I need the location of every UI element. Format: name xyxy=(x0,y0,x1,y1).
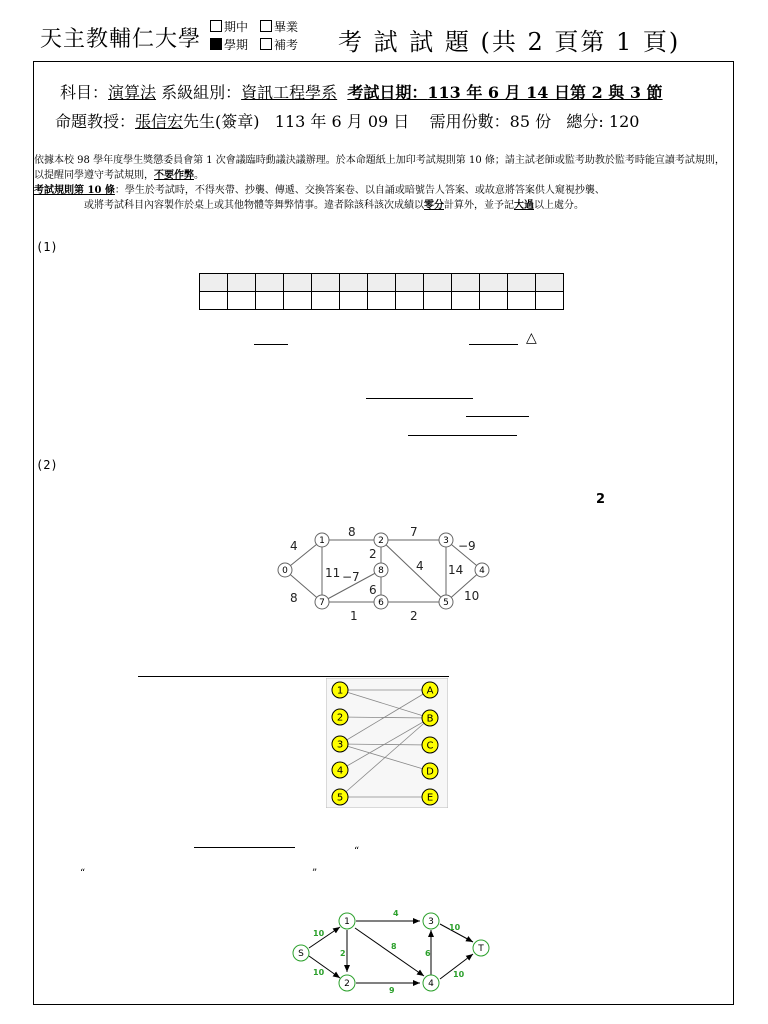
graph-node-label: 0 xyxy=(282,566,288,577)
checkbox-label: 學期 xyxy=(224,38,249,52)
grid-row xyxy=(200,292,564,310)
edge-weight: 14 xyxy=(448,563,464,577)
answer-grid xyxy=(199,273,564,310)
grid-cell xyxy=(228,292,256,310)
blank-line xyxy=(366,398,473,399)
rule-major: 大過 xyxy=(514,200,534,211)
edge-weight: 2 xyxy=(369,547,377,561)
grid-cell xyxy=(340,274,368,292)
triangle-symbol: △ xyxy=(526,330,537,346)
flow-node-label: 2 xyxy=(344,979,350,990)
grid-cell xyxy=(424,292,452,310)
edge-weight: 10 xyxy=(464,589,480,603)
grid-cell xyxy=(284,292,312,310)
blank-line xyxy=(408,435,517,436)
copies-label: 需用份數： xyxy=(429,112,510,131)
dept-value: 資訊工程學系 xyxy=(241,83,338,102)
edge-weight: 2 xyxy=(410,609,418,623)
rule-label: 考試規則第 10 條 xyxy=(34,185,115,196)
graph-node-label: 2 xyxy=(378,536,384,547)
edge-weight: −9 xyxy=(458,539,476,553)
info-row-subject xyxy=(60,80,663,103)
bipartite-left-node-label: 1 xyxy=(336,685,344,697)
score-value: 120 xyxy=(608,112,640,131)
graph-node-label: 5 xyxy=(443,598,449,609)
close-quote: ” xyxy=(312,868,318,879)
graph-node-label: 7 xyxy=(319,598,325,609)
edge-capacity: 10 xyxy=(449,923,461,932)
blank-line xyxy=(138,676,449,677)
open-quote: “ xyxy=(354,846,360,857)
info-row-professor xyxy=(55,109,639,132)
edge-weight: 1 xyxy=(350,609,358,623)
edge-capacity: 6 xyxy=(425,949,431,958)
notice-text-end: 。 xyxy=(194,170,204,181)
notice-line xyxy=(34,153,730,183)
grid-row xyxy=(200,274,564,292)
grid-cell xyxy=(340,292,368,310)
grid-cell xyxy=(424,274,452,292)
bipartite-right-node-label: C xyxy=(426,740,434,752)
edge-weight: 7 xyxy=(410,525,418,539)
professor-label: 命題教授： xyxy=(55,112,136,131)
blank-line xyxy=(466,416,529,417)
graph-node-label: 1 xyxy=(319,536,325,547)
professor-suffix: 先生(簽章) xyxy=(183,112,260,131)
edge-weight: 4 xyxy=(290,539,298,553)
edge-capacity: 8 xyxy=(391,942,397,951)
edge-capacity: 2 xyxy=(340,949,346,958)
graph-edge xyxy=(381,540,446,602)
flow-node-label: T xyxy=(478,944,484,955)
grid-cell xyxy=(200,274,228,292)
flow-node-label: 1 xyxy=(344,917,350,928)
checkbox-box-filled xyxy=(210,38,222,50)
flow-node-label: 3 xyxy=(428,917,434,928)
grid-cell xyxy=(396,274,424,292)
edge-capacity: 4 xyxy=(393,909,399,918)
grid-cell xyxy=(368,292,396,310)
edge-weight: 11 xyxy=(325,566,341,580)
professor-name: 張信宏 xyxy=(135,112,184,131)
grid-cell xyxy=(368,274,396,292)
grid-cell xyxy=(312,274,340,292)
university-name: 天主教輔仁大學 xyxy=(40,27,202,52)
grid-cell xyxy=(396,292,424,310)
grid-cell xyxy=(256,274,284,292)
rule-text: 計算外，並予記 xyxy=(444,200,514,211)
checkbox-graduation xyxy=(260,20,298,34)
grid-cell xyxy=(508,292,536,310)
checkbox-midterm xyxy=(210,20,248,34)
date-label: 考試日期： xyxy=(347,83,428,102)
graph-node-label: 6 xyxy=(378,598,384,609)
bipartite-left-node-label: 2 xyxy=(336,712,344,724)
flow-node-label: 4 xyxy=(428,979,434,990)
bipartite-right-node-label: A xyxy=(426,685,434,697)
bipartite-right-node-label: B xyxy=(426,713,434,725)
dept-label: 系級組別： xyxy=(161,83,242,102)
graph-node-label: 3 xyxy=(443,536,449,547)
score-label: 總分: xyxy=(566,112,604,131)
grid-cell xyxy=(256,292,284,310)
subject-label: 科目： xyxy=(60,83,109,102)
grid-cell xyxy=(200,292,228,310)
edge-weight: −7 xyxy=(342,570,360,584)
exam-title: 考 試 試 題 (共 2 頁第 1 頁) xyxy=(338,28,681,56)
exam-rules-notice xyxy=(34,153,730,213)
issue-date: 113 年 6 月 09 日 xyxy=(274,112,410,131)
flow-node-label: S xyxy=(298,949,304,960)
checkbox-makeup xyxy=(260,38,298,52)
grid-cell xyxy=(452,292,480,310)
edge-capacity: 9 xyxy=(389,986,395,995)
subject-value: 演算法 xyxy=(108,83,157,102)
bipartite-right-node-label: D xyxy=(426,766,434,778)
checkbox-box xyxy=(210,20,222,32)
grid-cell xyxy=(452,274,480,292)
grid-cell xyxy=(312,292,340,310)
notice-no-cheating: 不要作弊 xyxy=(154,170,194,181)
checkbox-semester xyxy=(210,38,248,52)
edge-weight: 6 xyxy=(369,583,377,597)
blank-line xyxy=(194,847,295,848)
flow-edge xyxy=(355,928,424,976)
checkbox-label: 補考 xyxy=(274,38,299,52)
bipartite-graph-diagram xyxy=(326,678,448,808)
notice-text: 依據本校 98 學年度學生獎懲委員會第 1 次會議臨時動議決議辦理。於本命題紙上加印考試規則第 10 條；請主試老師或監考助教於監考時能宣讀考試規則，以提醒同學遵守考試規則， xyxy=(34,155,725,181)
bipartite-left-node-label: 5 xyxy=(336,792,344,804)
grid-cell xyxy=(508,274,536,292)
edge-weight: 8 xyxy=(348,525,356,539)
edge-weight: 8 xyxy=(290,591,298,605)
question-1-label: (1) xyxy=(36,240,58,254)
rule-line-2 xyxy=(34,198,730,213)
graph-node-label: 8 xyxy=(378,566,384,577)
question-2-number: 2 xyxy=(596,492,606,507)
edge-capacity: 10 xyxy=(313,929,325,938)
rule-text: 以上處分。 xyxy=(534,200,584,211)
grid-cell xyxy=(480,274,508,292)
checkbox-box xyxy=(260,20,272,32)
graph-node-label: 4 xyxy=(479,566,485,577)
flow-network-diagram xyxy=(285,900,500,1000)
edge-capacity: 10 xyxy=(313,968,325,977)
edge-capacity: 10 xyxy=(453,970,465,979)
date-value: 113 年 6 月 14 日第 2 與 3 節 xyxy=(427,83,663,102)
bipartite-left-node-label: 3 xyxy=(336,739,344,751)
rule-line xyxy=(34,183,730,198)
checkbox-box xyxy=(260,38,272,50)
grid-cell xyxy=(480,292,508,310)
checkbox-label: 畢業 xyxy=(274,20,299,34)
weighted-graph-diagram xyxy=(270,520,500,630)
blank-line xyxy=(469,344,518,345)
rule-zero: 零分 xyxy=(424,200,444,211)
blank-line xyxy=(254,344,288,345)
grid-cell xyxy=(536,274,564,292)
open-quote: “ xyxy=(80,868,86,879)
grid-cell xyxy=(228,274,256,292)
checkbox-label: 期中 xyxy=(224,20,249,34)
edge-weight: 4 xyxy=(416,559,424,573)
bipartite-left-node-label: 4 xyxy=(336,765,344,777)
question-2-label: (2) xyxy=(36,458,58,472)
rule-text: ：學生於考試時，不得夾帶、抄襲、傳遞、交換答案卷、以自誦或暗號告人答案、或故意將答案供人窺視抄襲、 xyxy=(114,185,605,196)
copies-value: 85 份 xyxy=(509,112,552,131)
grid-cell xyxy=(536,292,564,310)
rule-text: 或將考試科目內容製作於桌上或其他物體等舞弊情事。違者除該科該次成績以 xyxy=(84,200,424,211)
grid-cell xyxy=(284,274,312,292)
bipartite-right-node-label: E xyxy=(426,792,434,804)
